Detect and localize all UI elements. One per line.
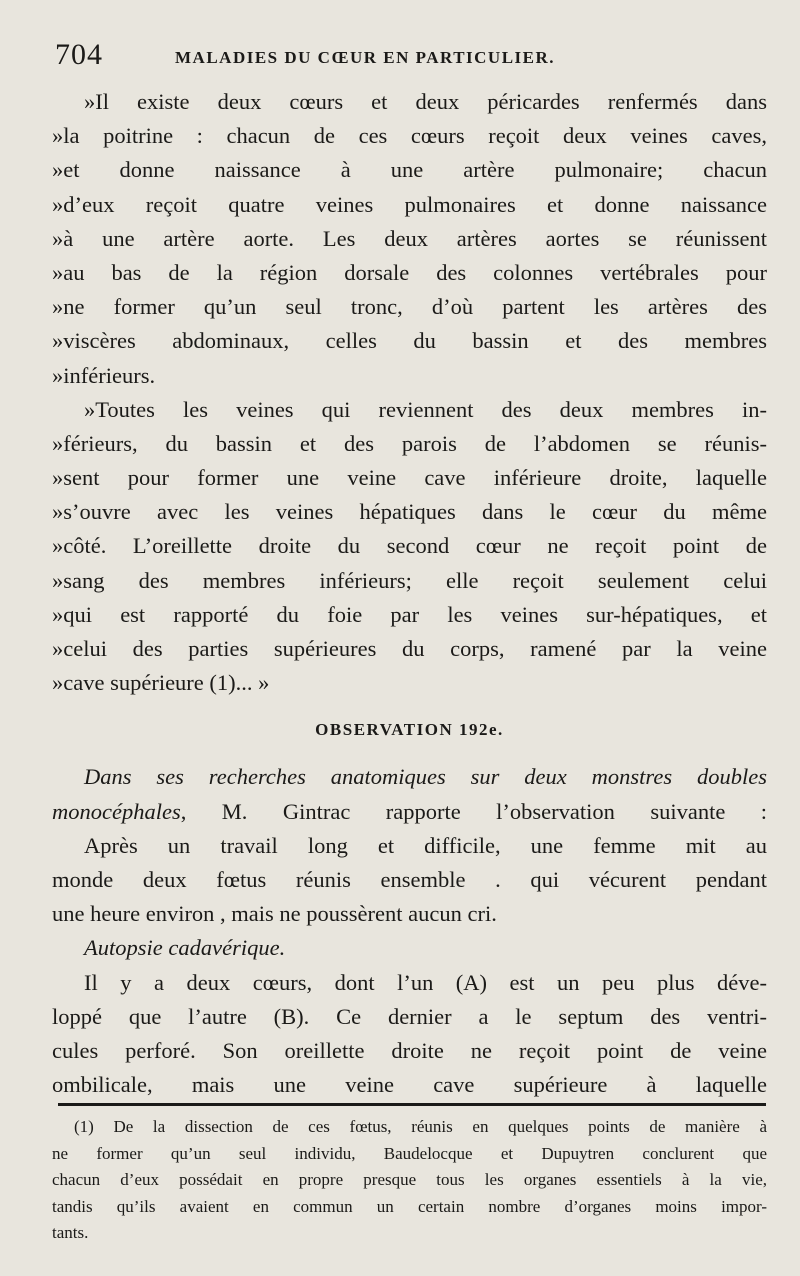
footnote-line: chacun d’eux possédait en propre presque tous les organes essentiels à la vie,	[52, 1170, 767, 1190]
text-line: »à une artère aorte. Les deux artères aortes se réunissent	[52, 225, 767, 251]
text-line: »Toutes les veines qui reviennent des deux membres in-	[84, 396, 767, 422]
text-line: Il y a deux cœurs, dont l’un (A) est un peu plus déve-	[84, 969, 767, 995]
text-line: »sent pour former une veine cave inférieure droite, laquelle	[52, 465, 767, 491]
text-line: »d’eux reçoit quatre veines pulmonaires et donne naissance	[52, 191, 767, 217]
footnote-rule	[58, 1103, 766, 1106]
text-line: une heure environ , mais ne poussèrent aucun cri.	[52, 901, 497, 927]
text-line: »viscères abdominaux, celles du bassin et des membres	[52, 328, 767, 354]
text-line: »et donne naissance à une artère pulmonaire; chacun	[52, 157, 767, 183]
page-number: 704	[55, 38, 103, 71]
text-line: loppé que l’autre (B). Ce dernier a le septum des ventri-	[52, 1003, 767, 1029]
text-line: »cave supérieure (1)... »	[52, 670, 270, 696]
text-line: »qui est rapporté du foie par les veines sur-hépatiques, et	[52, 601, 767, 627]
text-line: Dans ses recherches anatomiques sur deux monstres doubles	[84, 764, 767, 790]
text-line: »férieurs, du bassin et des parois de l’abdomen se réunis-	[52, 430, 767, 456]
text-line: »inférieurs.	[52, 362, 156, 388]
paragraph-2	[52, 393, 767, 701]
text-line: »celui des parties supérieures du corps, ramené par la veine	[52, 636, 767, 661]
intro-paragraph	[52, 760, 767, 828]
text-line: »côté. L’oreillette droite du second cœur ne reçoit point de	[52, 533, 767, 559]
page-header	[55, 38, 770, 78]
text-line: »Il existe deux cœurs et deux péricardes renfermés dans	[84, 89, 767, 114]
text-line: »sang des membres inférieurs; elle reçoit seulement celui	[52, 567, 767, 593]
autopsy-heading: Autopsie cadavérique.	[84, 935, 286, 961]
text-line: »s’ouvre avec les veines hépatiques dans le cœur du même	[52, 499, 767, 525]
text-line: Après un travail long et difficile, une femme mit au	[84, 832, 767, 858]
text-line: ombilicale, mais une veine cave supérieure à laquelle	[52, 1072, 767, 1098]
footnote-line: tants.	[52, 1223, 89, 1243]
text-line: cules perforé. Son oreillette droite ne reçoit point de veine	[52, 1037, 767, 1063]
text-segment: , M. Gintrac rapporte l’observation suivante :	[180, 798, 767, 824]
footnote	[52, 1114, 767, 1247]
running-head: MALADIES DU CŒUR EN PARTICULIER.	[175, 48, 556, 67]
text-line: »au bas de la région dorsale des colonnes vertébrales pour	[52, 259, 767, 285]
text-line: »la poitrine : chacun de ces cœurs reçoit deux veines caves,	[52, 123, 767, 149]
footnote-line: ne former qu’un seul individu, Baudelocque et Dupuytren conclurent que	[52, 1143, 767, 1163]
body-text	[52, 85, 767, 1102]
text-line: monde deux fœtus réunis ensemble . qui vécurent pendant	[52, 866, 767, 892]
footnote-line: (1) De la dissection de ces fœtus, réunis en quelques points de manière à	[74, 1117, 767, 1136]
text-line	[52, 795, 767, 829]
observation-title: OBSERVATION 192e.	[315, 720, 504, 740]
footnote-line: tandis qu’ils avaient en commun un certain nombre d’organes moins impor-	[52, 1196, 767, 1216]
paragraph-1	[52, 85, 767, 393]
paragraph-3	[52, 829, 767, 932]
paragraph-4	[52, 966, 767, 1103]
italic-term: monocéphales	[52, 798, 181, 824]
text-line: »ne former qu’un seul tronc, d’où partent les artères des	[52, 294, 767, 320]
